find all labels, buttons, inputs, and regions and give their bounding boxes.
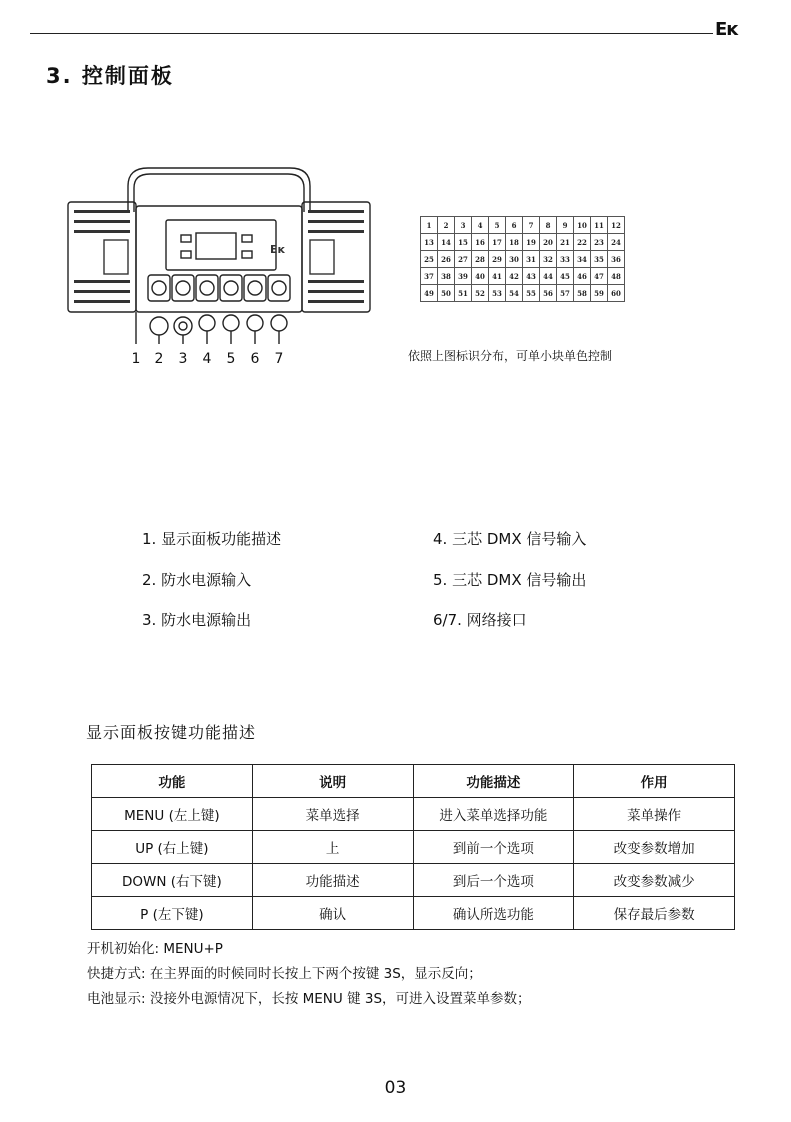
grid-cell: 54 [506,285,523,302]
grid-cell: 42 [506,268,523,285]
grid-cell: 47 [591,268,608,285]
grid-cell: 41 [489,268,506,285]
grid-cell: 50 [438,285,455,302]
device-panel-illustration [64,160,374,370]
grid-cell: 49 [421,285,438,302]
table-cell: 确认所选功能 [413,897,574,930]
grid-cell: 43 [523,268,540,285]
table-cell: 功能描述 [252,864,413,897]
note-shortcut: 快捷方式: 在主界面的时候同时长按上下两个按键 3S，显示反向； [87,966,482,982]
table-cell: MENU (左上键) [92,798,253,831]
grid-row [421,234,625,251]
grid-cell: 59 [591,285,608,302]
grid-cell: 37 [421,268,438,285]
grid-cell: 6 [506,217,523,234]
grid-cell: 7 [523,217,540,234]
header-rule [30,33,713,34]
grid-cell: 23 [591,234,608,251]
grid-cell: 5 [489,217,506,234]
feature-3: 3. 防水电源输出 [142,611,252,629]
grid-cell: 36 [608,251,625,268]
page-number: 03 [384,1078,407,1098]
grid-cell: 46 [574,268,591,285]
grid-cell: 55 [523,285,540,302]
grid-cell: 9 [557,217,574,234]
grid-cell: 27 [455,251,472,268]
grid-cell: 28 [472,251,489,268]
section-title: 3. 控制面板 [46,64,174,88]
table-row [92,831,735,864]
table-cell: DOWN (右下键) [92,864,253,897]
device-label-2: 2 [154,351,164,367]
grid-cell: 44 [540,268,557,285]
grid-cell: 38 [438,268,455,285]
table-cell: UP (右上键) [92,831,253,864]
table-cell: 改变参数增加 [574,831,735,864]
svg-text:Eᴋ: Eᴋ [270,243,285,256]
grid-cell: 14 [438,234,455,251]
table-row [92,897,735,930]
note-battery: 电池显示: 没接外电源情况下，长按 MENU 键 3S，可进入设置菜单参数； [87,991,531,1007]
grid-cell: 25 [421,251,438,268]
table-cell: 上 [252,831,413,864]
note-init: 开机初始化: MENU+P [87,941,223,957]
feature-2: 2. 防水电源输入 [142,571,252,589]
grid-cell: 40 [472,268,489,285]
grid-cell: 4 [472,217,489,234]
grid-cell: 22 [574,234,591,251]
table-cell: 保存最后参数 [574,897,735,930]
grid-cell: 2 [438,217,455,234]
table-cell: 菜单选择 [252,798,413,831]
table-cell: 改变参数减少 [574,864,735,897]
grid-cell: 56 [540,285,557,302]
grid-cell: 29 [489,251,506,268]
grid-cell: 45 [557,268,574,285]
grid-cell: 10 [574,217,591,234]
grid-cell: 34 [574,251,591,268]
grid-cell: 31 [523,251,540,268]
header-function: 功能 [92,765,253,798]
grid-cell: 24 [608,234,625,251]
table-cell: 确认 [252,897,413,930]
grid-cell: 52 [472,285,489,302]
grid-cell: 11 [591,217,608,234]
device-label-6: 6 [250,351,260,367]
table-title: 显示面板按键功能描述 [86,723,257,742]
table-cell: 到前一个选项 [413,831,574,864]
grid-cell: 53 [489,285,506,302]
device-label-4: 4 [202,351,212,367]
grid-cell: 8 [540,217,557,234]
grid-cell: 19 [523,234,540,251]
grid-cell: 60 [608,285,625,302]
grid-row [421,251,625,268]
grid-cell: 12 [608,217,625,234]
header-function-detail: 功能描述 [413,765,574,798]
grid-row [421,268,625,285]
feature-5: 5. 三芯 DMX 信号输出 [433,571,587,589]
grid-cell: 39 [455,268,472,285]
feature-6-7: 6/7. 网络接口 [433,611,527,629]
table-cell: 进入菜单选择功能 [413,798,574,831]
device-label-5: 5 [226,351,236,367]
grid-cell: 35 [591,251,608,268]
grid-cell: 17 [489,234,506,251]
grid-cell: 57 [557,285,574,302]
grid-cell: 48 [608,268,625,285]
grid-cell: 16 [472,234,489,251]
grid-cell: 18 [506,234,523,251]
feature-1: 1. 显示面板功能描述 [142,530,282,548]
grid-cell: 20 [540,234,557,251]
grid-cell: 30 [506,251,523,268]
grid-caption: 依照上图标识分布，可单小块单色控制 [408,349,613,363]
button-function-table [91,764,735,930]
table-row [92,798,735,831]
grid-row [421,217,625,234]
grid-cell: 13 [421,234,438,251]
grid-cell: 32 [540,251,557,268]
header-description: 说明 [252,765,413,798]
grid-cell: 26 [438,251,455,268]
grid-cell: 58 [574,285,591,302]
device-label-3: 3 [178,351,188,367]
grid-cell: 51 [455,285,472,302]
grid-cell: 1 [421,217,438,234]
table-cell: P (左下键) [92,897,253,930]
header-effect: 作用 [574,765,735,798]
brand-logo: Eᴋ [715,19,738,40]
grid-row [421,285,625,302]
table-cell: 菜单操作 [574,798,735,831]
device-label-1: 1 [131,351,141,367]
table-row [92,864,735,897]
table-header-row [92,765,735,798]
grid-cell: 15 [455,234,472,251]
grid-cell: 3 [455,217,472,234]
grid-cell: 33 [557,251,574,268]
grid-cell: 21 [557,234,574,251]
feature-4: 4. 三芯 DMX 信号输入 [433,530,587,548]
table-cell: 到后一个选项 [413,864,574,897]
device-label-7: 7 [274,351,284,367]
pixel-zone-grid [420,216,625,302]
